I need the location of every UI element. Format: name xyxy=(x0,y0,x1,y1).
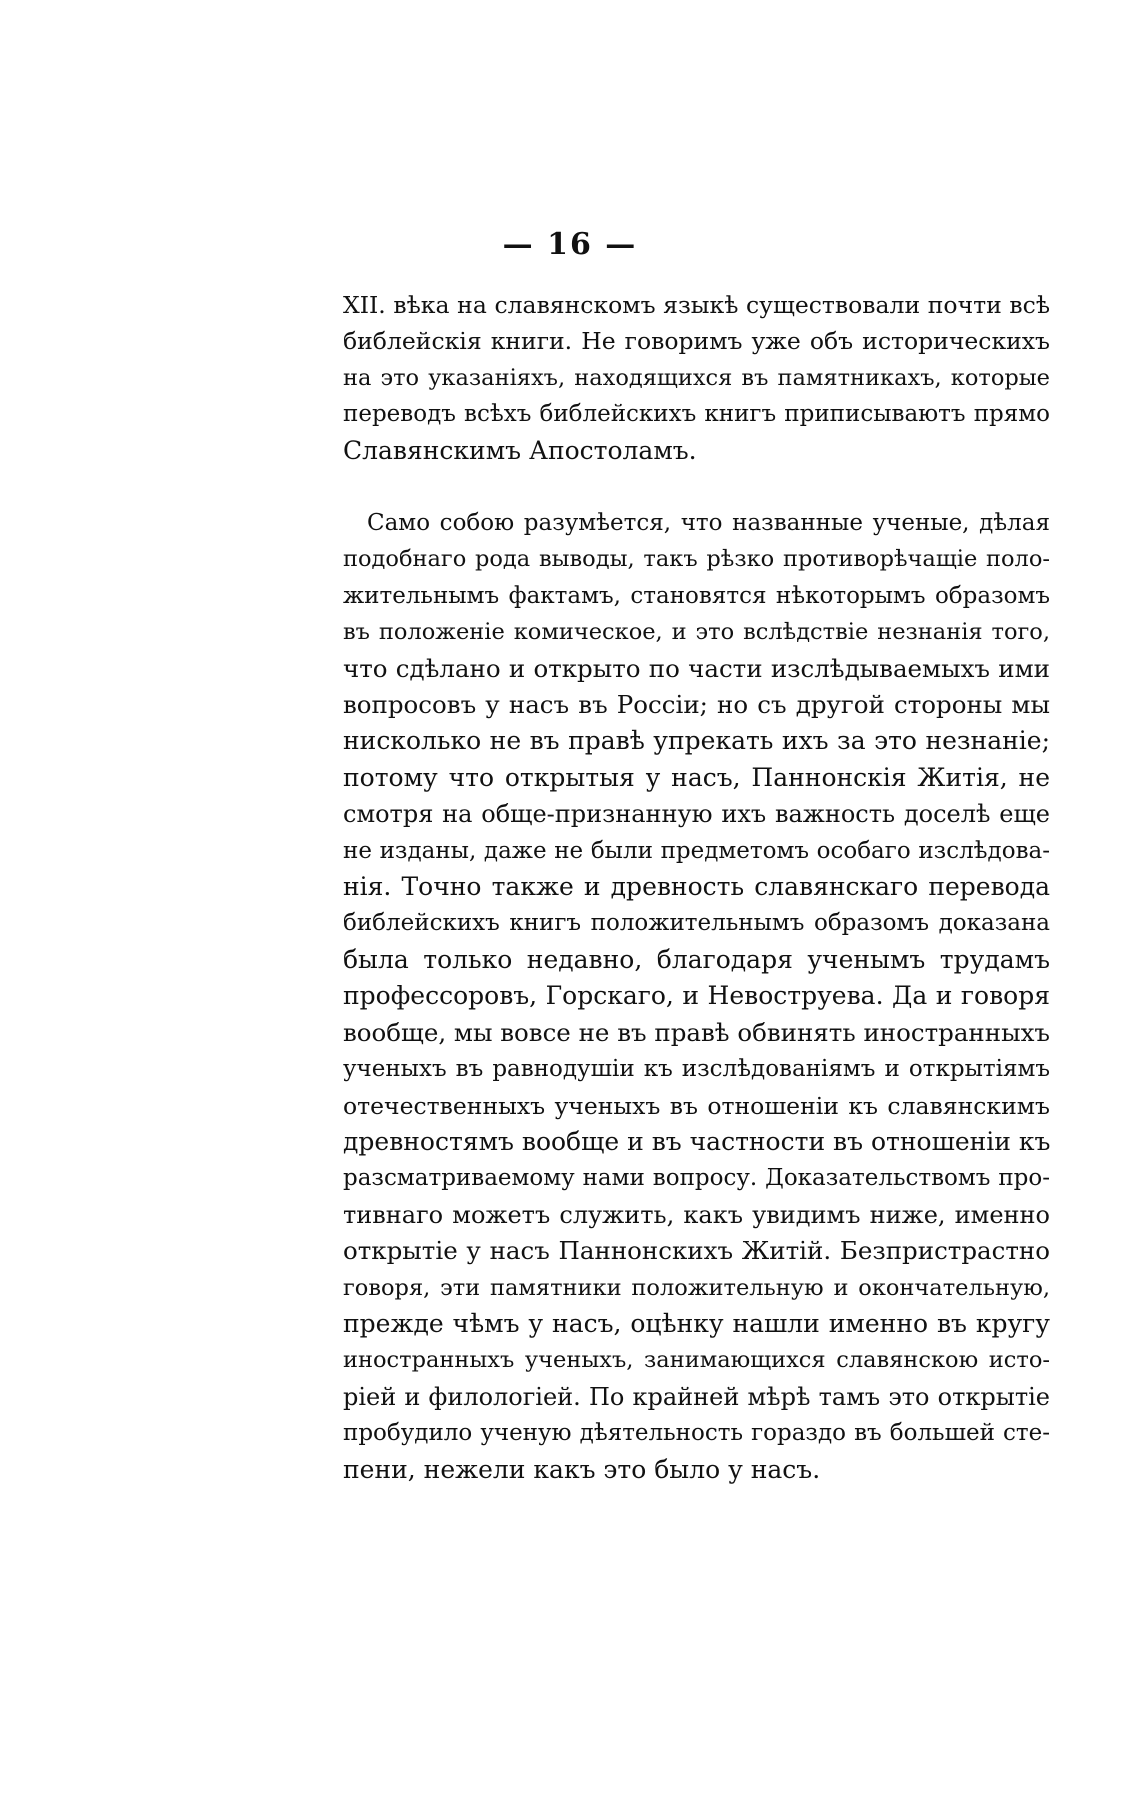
text-line: ученыхъ въ равнодушіи къ изслѣдованіямъ и открытіямъ xyxy=(343,1056,1050,1083)
text-line: на это указаніяхъ, находящихся въ памятникахъ, которые xyxy=(343,364,1050,391)
text-line: отечественныхъ ученыхъ въ отношеніи къ славянскимъ xyxy=(343,1091,1050,1120)
text-line: въ положеніе комическое, и это вслѣдствіе незнанія того, xyxy=(343,619,1050,646)
text-line: переводъ всѣхъ библейскихъ книгъ приписываютъ прямо xyxy=(343,401,1050,428)
text-line: ріей и филологіей. По крайней мѣрѣ тамъ это открытіе xyxy=(343,1382,1050,1411)
text-line: библейскихъ книгъ положительнымъ образомъ доказана xyxy=(343,910,1050,937)
text-line: тивнаго можетъ служить, какъ увидимъ ниже, именно xyxy=(343,1200,1050,1229)
page-number: — 16 — xyxy=(502,227,638,262)
text-line: пени, нежели какъ это было у насъ. xyxy=(343,1454,821,1484)
text-line: Славянскимъ Апостоламъ. xyxy=(343,435,697,465)
text-line: говоря, эти памятники положительную и окончательную, xyxy=(343,1274,1050,1301)
text-line: профессоровъ, Горскаго, и Невоструева. Да и говоря xyxy=(343,981,1050,1011)
text-line: нія. Точно также и древность славянскаго перевода xyxy=(343,872,1050,902)
text-line: вопросовъ у насъ въ Россіи; но съ другой стороны мы xyxy=(343,690,1050,720)
text-line: подобнаго рода выводы, такъ рѣзко противорѣчащіе поло- xyxy=(343,546,1050,573)
text-line: смотря на обще-признанную ихъ важность доселѣ еще xyxy=(343,800,1050,829)
text-line: открытіе у насъ Паннонскихъ Житій. Безпристрастно xyxy=(343,1236,1050,1266)
text-line: Само собою разумѣется, что названные ученые, дѣлая xyxy=(367,510,1050,536)
text-line: иностранныхъ ученыхъ, занимающихся славянскою исто- xyxy=(343,1347,1050,1374)
text-line: была только недавно, благодаря ученымъ трудамъ xyxy=(343,944,1050,974)
text-line: что сдѣлано и открыто по части изслѣдываемыхъ ими xyxy=(343,653,1050,683)
text-line: нисколько не въ правѣ упрекать ихъ за это незнаніе; xyxy=(343,726,1050,756)
paragraph-1 xyxy=(343,287,1050,469)
text-line: XII. вѣка на славянскомъ языкѣ существовали почти всѣ xyxy=(343,291,1050,319)
text-line: вообще, мы вовсе не въ правѣ обвинять иностранныхъ xyxy=(343,1017,1050,1047)
text-line: древностямъ вообще и въ частности въ отношеніи къ xyxy=(343,1126,1051,1156)
text-line: потому что открытыя у насъ, Паннонскія Житія, не xyxy=(343,762,1050,792)
text-line: разсматриваемому нами вопросу. Доказательствомъ про- xyxy=(343,1165,1050,1192)
text-line: библейскія книги. Не говоримъ уже объ историческихъ xyxy=(343,327,1050,356)
paragraph-2 xyxy=(343,505,1050,1488)
text-line: жительнымъ фактамъ, становятся нѣкоторымъ образомъ xyxy=(343,582,1050,609)
text-line: прежде чѣмъ у насъ, оцѣнку нашли именно въ кругу xyxy=(343,1308,1050,1338)
text-line: не изданы, даже не были предметомъ особаго изслѣдова- xyxy=(343,837,1050,864)
text-line: пробудило ученую дѣятельность гораздо въ большей сте- xyxy=(343,1420,1050,1447)
